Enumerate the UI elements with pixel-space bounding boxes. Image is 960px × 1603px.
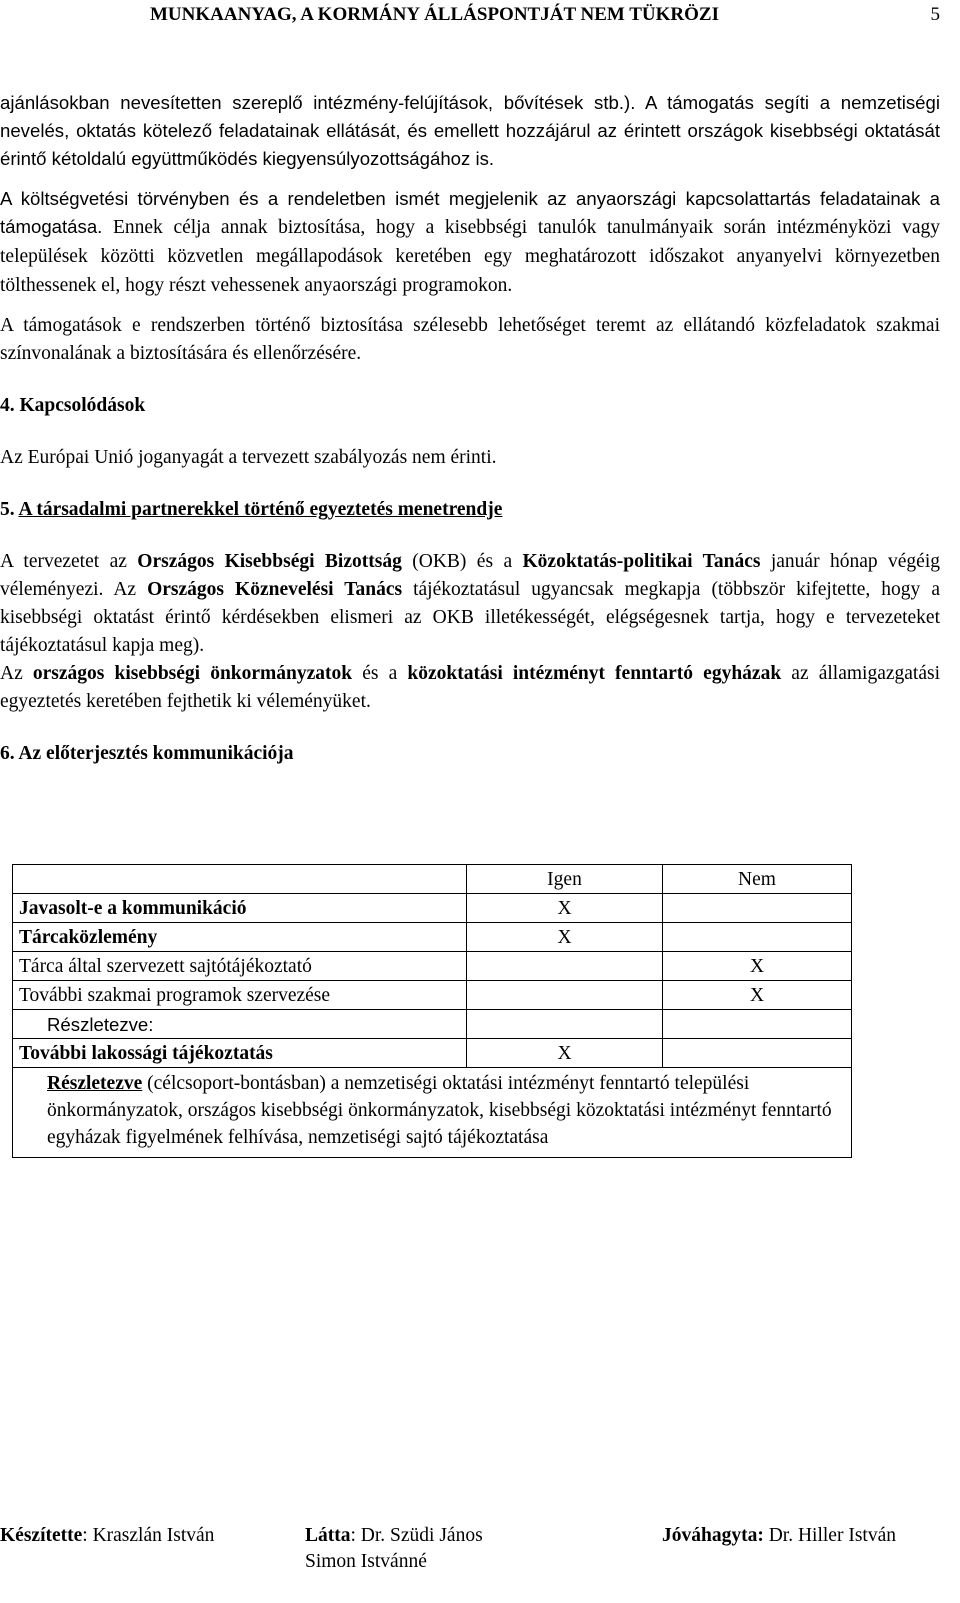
- table-row-label: További lakossági tájékoztatás: [13, 1039, 467, 1068]
- table-header-row: [13, 865, 852, 894]
- table-row-label: Tárcaközlemény: [13, 923, 467, 952]
- section-4-heading: 4. Kapcsolódások: [0, 395, 146, 416]
- table-cell-nem: [663, 894, 852, 923]
- text-run: az államigazgatási egyeztetés keretében fejthetik ki véleményüket.: [0, 663, 941, 712]
- text-run: tájékoztatásul ugyancsak megkapja (többször kifejtette, hogy a kisebbségi oktatást érintő kérdésekben elismeri az OKB illetékességét, elégségesnek tartja, hogy e tervezeteket tájékoztatásul kapja meg).: [0, 579, 940, 656]
- table-cell-igen: X: [467, 923, 663, 952]
- paragraph-3: A támogatások e rendszerben történő biztosítása szélesebb lehetőséget teremt az ellátandó közfeladatok szakmai színvonalának a biztosítására és ellenőrzésére.: [0, 315, 940, 364]
- detail-text: (célcsoport-bontásban) a nemzetiségi oktatási intézményt fenntartó települési önkormányzatok, országos kisebbségi önkormányzatok, kisebbségi közoktatási intézményt fenntartó egyházak figyelmének felhívása, nemzetiségi sajtó tájékoztatása: [47, 1073, 832, 1148]
- bold-run: Közoktatás-politikai Tanács: [522, 551, 761, 572]
- table-cell-igen: [467, 952, 663, 981]
- bold-run: Országos Köznevelési Tanács: [147, 579, 403, 600]
- table-row-label: További szakmai programok szervezése: [13, 981, 467, 1010]
- table-detail-row: [13, 1068, 852, 1158]
- footer-seen-name-2: Simon Istvánné: [305, 1551, 427, 1572]
- section-5-title: A társadalmi partnerekkel történő egyeztetés menetrendje: [18, 499, 503, 520]
- communication-table: [12, 864, 852, 1158]
- table-header-nem: Nem: [663, 865, 852, 894]
- section-6-heading: 6. Az előterjesztés kommunikációja: [0, 743, 294, 764]
- section-4-text: Az Európai Unió joganyagát a tervezett szabályozás nem érinti.: [0, 447, 497, 468]
- section-5-number: 5.: [0, 499, 19, 520]
- footer-prepared: [0, 1525, 214, 1547]
- table-row: [13, 952, 852, 981]
- text-run: (OKB) és a: [401, 551, 523, 572]
- text-run: A tervezetet az: [0, 551, 138, 572]
- footer-seen-label: Látta: [305, 1525, 351, 1546]
- table-cell-nem: [663, 1039, 852, 1068]
- section-5-paragraph-2: [0, 660, 940, 716]
- bold-run: országos kisebbségi önkormányzatok: [32, 663, 353, 684]
- page-number: 5: [930, 4, 940, 25]
- footer-prepared-name: : Kraszlán István: [82, 1525, 215, 1546]
- table-header-igen: Igen: [467, 865, 663, 894]
- footer-approved-name: Dr. Hiller István: [763, 1525, 896, 1546]
- table-row: [13, 1010, 852, 1039]
- footer-seen-name: : Dr. Szüdi János: [350, 1525, 483, 1546]
- table-row-label: Tárca által szervezett sajtótájékoztató: [13, 952, 467, 981]
- table-cell-igen: [467, 1010, 663, 1039]
- table-row: [13, 1039, 852, 1068]
- paragraph-2-part-a: A költségvetési törvényben és a rendeletben ismét megjelenik az anyaországi kapcsolattartás feladatainak a támogatása.: [0, 188, 940, 237]
- section-5-heading: [0, 496, 940, 524]
- footer-prepared-label: Készítette: [0, 1525, 83, 1546]
- text-run: és a: [352, 663, 408, 684]
- text-run: Az: [0, 663, 33, 684]
- document-body: [0, 89, 940, 768]
- section-5-paragraph-1: [0, 548, 940, 660]
- detail-label: Részletezve: [47, 1073, 143, 1094]
- header-title: MUNKAANYAG, A KORMÁNY ÁLLÁSPONTJÁT NEM TÜKRÖZI: [150, 4, 719, 25]
- bold-run: Országos Kisebbségi Bizottság: [137, 551, 402, 572]
- table-cell-igen: [467, 981, 663, 1010]
- paragraph-2-part-b: Ennek célja annak biztosítása, hogy a kisebbségi tanulók tanulmányaik során intézményközi vagy települések közötti közvetlen megállapodások keretében egy meghatározott időszakot anyanyelvi környezetben tölthessenek el, hogy részt vehessenek anyaországi programokon.: [0, 217, 940, 296]
- table-cell-nem: X: [663, 981, 852, 1010]
- table-detail-cell: [13, 1068, 852, 1158]
- table-header-empty: [13, 865, 467, 894]
- table-cell-igen: X: [467, 894, 663, 923]
- table-cell-nem: [663, 923, 852, 952]
- table-row-label: Részletezve:: [13, 1010, 467, 1039]
- bold-run: közoktatási intézményt fenntartó egyházak: [407, 663, 782, 684]
- table-cell-nem: [663, 1010, 852, 1039]
- table-row: [13, 894, 852, 923]
- paragraph-1: ajánlásokban nevesítetten szereplő intézmény-felújítások, bővítések stb.). A támogatás segíti a nemzetiségi nevelés, oktatás kötelező feladatainak ellátását, és emellett hozzájárul az érintett országok kisebbségi oktatását érintő kétoldalú együttműködés kiegyensúlyozottságához is.: [0, 92, 940, 169]
- table-row-label: Javasolt-e a kommunikáció: [13, 894, 467, 923]
- table-cell-nem: X: [663, 952, 852, 981]
- table-row: [13, 981, 852, 1010]
- footer-seen: [305, 1525, 483, 1547]
- table-cell-igen: X: [467, 1039, 663, 1068]
- table-row: [13, 923, 852, 952]
- footer-approved: [662, 1525, 896, 1547]
- footer-approved-label: Jóváhagyta:: [662, 1525, 764, 1546]
- text-run: január hónap végéig véleményezi. Az: [0, 551, 941, 600]
- paragraph-2: [0, 185, 940, 300]
